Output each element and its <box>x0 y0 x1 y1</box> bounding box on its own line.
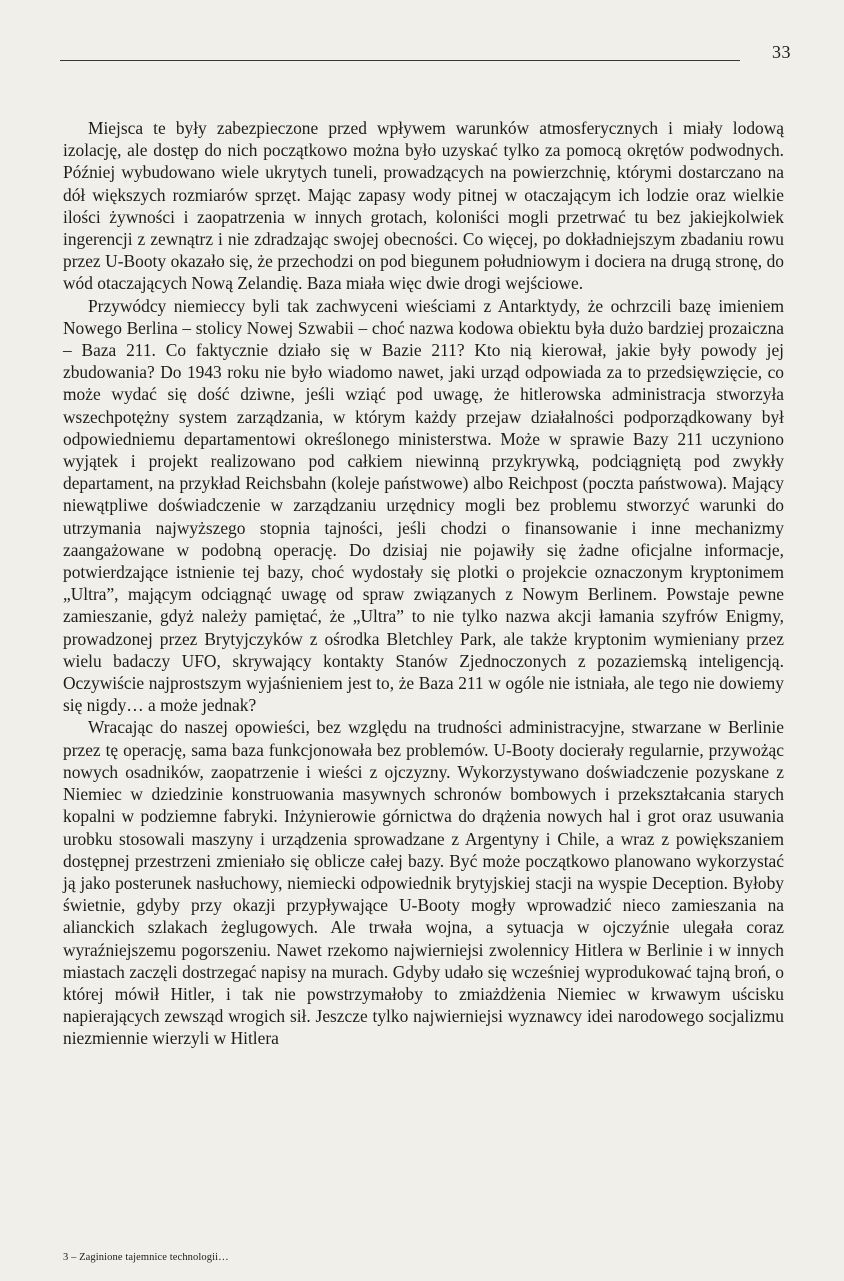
page-number: 33 <box>772 42 791 62</box>
paragraph: Miejsca te były zabezpieczone przed wpływem warunków atmosferycznych i miały lodową izolację, ale dostęp do nich początkowo można było uzyskać tylko za pomocą okrętów podwodnych. Później wybudowano wiele ukrytych tuneli, prowadzących na powierzchnię, którymi dostarczano na dół większych rozmiarów sprzęt. Mając zapasy wody pitnej w otaczającym ich lodzie oraz wielkie ilości żywności i zaopatrzenia w innych grotach, koloniści mogli przetrwać tu bez jakiejkolwiek ingerencji z zewnątrz i nie zdradzając swojej obecności. Co więcej, po dokładniejszym zbadaniu rowu przez U-Booty okazało się, że przechodzi on pod biegunem południowym i dociera na drugą stronę, do wód otaczających Nową Zelandię. Baza miała więc dwie drogi wejściowe. <box>63 118 784 294</box>
header-rule <box>60 60 740 61</box>
paragraph: Wracając do naszej opowieści, bez względu na trudności administracyjne, stwarzane w Berlinie przez tę operację, sama baza funkcjonowała bez problemów. U-Booty docierały regularnie, przywożąc nowych osadników, zaopatrzenie i wieści z ojczyzny. Wykorzystywano doświadczenie pozyskane z Niemiec w dziedzinie konstruowania masywnych schronów bombowych i przekształcania starych kopalni w podziemne fabryki. Inżynierowie górnictwa do drążenia nowych hal i grot oraz usuwania urobku stosowali maszyny i urządzenia sprowadzane z Argentyny i Chile, a wraz z powiększaniem dostępnej przestrzeni zmieniało się oblicze całej bazy. Być może początkowo planowano wykorzystać ją jako posterunek nasłuchowy, niemiecki odpowiednik brytyjskiej stacji na wyspie Deception. Byłoby świetnie, gdyby przy okazji przypływające U-Booty mogły wprowadzić nieco zamieszania na alianckich szlakach żeglugowych. Ale trwała wojna, a sytuacja w ojczyźnie ulegała coraz wyraźniejszemu pogorszeniu. Nawet rzekomo najwierniejsi zwolennicy Hitlera w Berlinie i w innych miastach zaczęli dostrzegać napisy na murach. Gdyby udało się wcześniej wyprodukować tajną broń, o której mówił Hitler, i tak nie powstrzymałoby to zmiażdżenia Niemiec w krwawym uścisku napierających zewsząd wrogich sił. Jeszcze tylko najwierniejsi wyznawcy idei narodowego socjalizmu niezmiennie wierzyli w Hitlera <box>63 717 784 1049</box>
body-text <box>63 117 784 1050</box>
page-footer: 3 – Zaginione tajemnice technologii… <box>63 1252 229 1263</box>
paragraph: Przywódcy niemieccy byli tak zachwyceni wieściami z Antarktydy, że ochrzcili bazę imieniem Nowego Berlina – stolicy Nowej Szwabii – choć nazwa kodowa obiektu była dużo bardziej prozaiczna – Baza 211. Co faktycznie działo się w Bazie 211? Kto nią kierował, jakie były powody jej zbudowania? Do 1943 roku nie było wiadomo nawet, jaki urząd odpowiada za to przedsięwzięcie, co może wydać się dość dziwne, jeśli wziąć pod uwagę, że hitlerowska administracja stworzyła wszechpotężny system zarządzania, w którym każdy przejaw działalności podporządkowany był odpowiedniemu departamentowi określonego ministerstwa. Może w sprawie Bazy 211 uczyniono wyjątek i projekt realizowano pod całkiem niewinną przykrywką, podciągniętą pod zwykły departament, na przykład Reichsbahn (koleje państwowe) albo Reichpost (poczta państwowa). Mający niewątpliwe doświadczenie w zarządzaniu urzędnicy mogli bez problemu stworzyć warunki do utrzymania najwyższego stopnia tajności, jeśli chodzi o finansowanie i inne mechanizmy zaangażowane w podobną operację. Do dzisiaj nie pojawiły się żadne oficjalne informacje, potwierdzające istnienie tej bazy, choć wydostały się plotki o projekcie oznaczonym kryptonimem „Ultra”, mającym odciągnąć uwagę od spraw związanych z Nowym Berlinem. Powstaje pewne zamieszanie, gdyż należy pamiętać, że „Ultra” to nie tylko nazwa akcji łamania szyfrów Enigmy, prowadzonej przez Brytyjczyków z ośrodka Bletchley Park, ale także kryptonim wymieniany przez wielu badaczy UFO, skrywający kontakty Stanów Zjednoczonych z pozaziemską inteligencją. Oczywiście najprostszym wyjaśnieniem jest to, że Baza 211 w ogóle nie istniała, ale tego nie dowiemy się nigdy… a może jednak? <box>63 295 784 716</box>
